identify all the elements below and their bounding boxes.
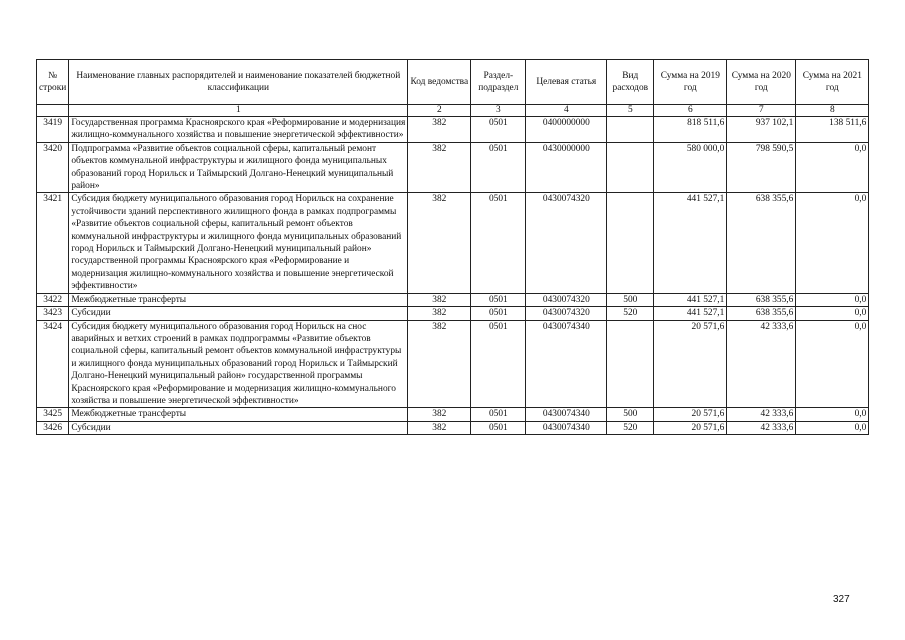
header-sum-2020: Сумма на 2020 год — [727, 60, 796, 105]
column-number: 3 — [471, 105, 526, 117]
table-row — [37, 293, 869, 306]
column-number: 8 — [796, 105, 869, 117]
row-section: 0501 — [471, 293, 526, 306]
row-sum-2020: 42 333,6 — [727, 408, 796, 421]
row-sum-2020: 937 102,1 — [727, 117, 796, 143]
row-sum-2021: 0,0 — [796, 320, 869, 408]
row-sum-2020: 798 590,5 — [727, 142, 796, 193]
table-row — [37, 320, 869, 408]
row-line-number: 3423 — [37, 307, 69, 320]
row-dept-code: 382 — [408, 320, 471, 408]
row-sum-2020: 638 355,6 — [727, 193, 796, 293]
row-expense-kind — [607, 117, 654, 143]
table-body — [37, 105, 869, 435]
row-section: 0501 — [471, 193, 526, 293]
row-name: Субсидии — [69, 421, 408, 434]
row-dept-code: 382 — [408, 421, 471, 434]
header-section: Раздел-подраздел — [471, 60, 526, 105]
row-target-article: 0430074340 — [526, 421, 607, 434]
row-expense-kind: 520 — [607, 421, 654, 434]
column-number: 1 — [69, 105, 408, 117]
column-number: 2 — [408, 105, 471, 117]
header-dept-code: Код ведомства — [408, 60, 471, 105]
row-name: Государственная программа Красноярского края «Реформирование и модернизация жилищно-коммунального хозяйства и повышение энергетической эффективности» — [69, 117, 408, 143]
column-number: 4 — [526, 105, 607, 117]
table-row — [37, 193, 869, 293]
row-sum-2019: 20 571,6 — [654, 421, 727, 434]
table-row — [37, 408, 869, 421]
row-line-number: 3422 — [37, 293, 69, 306]
row-sum-2020: 638 355,6 — [727, 293, 796, 306]
row-name: Межбюджетные трансферты — [69, 408, 408, 421]
column-number: 7 — [727, 105, 796, 117]
row-target-article: 0430074320 — [526, 193, 607, 293]
row-section: 0501 — [471, 408, 526, 421]
row-sum-2021: 0,0 — [796, 307, 869, 320]
header-line-number: № строки — [37, 60, 69, 105]
row-name: Подпрограмма «Развитие объектов социальной сферы, капитальный ремонт объектов коммунальной инфраструктуры и жилищного фонда муниципальных образований город Норильск и Таймырский Долгано-Ненецкий муниципальный район» — [69, 142, 408, 193]
row-target-article: 0430074340 — [526, 408, 607, 421]
row-sum-2021: 0,0 — [796, 421, 869, 434]
row-section: 0501 — [471, 307, 526, 320]
row-target-article: 0430074320 — [526, 293, 607, 306]
column-number-spacer — [37, 105, 69, 117]
row-expense-kind — [607, 320, 654, 408]
row-sum-2020: 638 355,6 — [727, 307, 796, 320]
column-number-row — [37, 105, 869, 117]
column-number: 5 — [607, 105, 654, 117]
row-name: Субсидия бюджету муниципального образования город Норильск на снос аварийных и ветхих строений в рамках подпрограммы «Развитие объектов социальной сферы, капитальный ремонт объектов коммунальной инфраструктуры и жилищного фонда муниципальных образований город Норильск и Таймырский Долгано-Ненецкий муниципальный район» государственной программы Красноярского края «Реформирование и модернизация жилищно-коммунального хозяйства и повышение энергетической эффективности» — [69, 320, 408, 408]
row-sum-2020: 42 333,6 — [727, 320, 796, 408]
row-line-number: 3421 — [37, 193, 69, 293]
row-expense-kind: 500 — [607, 293, 654, 306]
row-sum-2021: 0,0 — [796, 193, 869, 293]
row-target-article: 0400000000 — [526, 117, 607, 143]
row-target-article: 0430000000 — [526, 142, 607, 193]
row-dept-code: 382 — [408, 142, 471, 193]
row-section: 0501 — [471, 421, 526, 434]
row-sum-2019: 441 527,1 — [654, 307, 727, 320]
row-line-number: 3419 — [37, 117, 69, 143]
row-sum-2021: 0,0 — [796, 293, 869, 306]
row-line-number: 3424 — [37, 320, 69, 408]
row-target-article: 0430074340 — [526, 320, 607, 408]
header-sum-2021: Сумма на 2021 год — [796, 60, 869, 105]
column-number: 6 — [654, 105, 727, 117]
row-name: Субсидия бюджету муниципального образования город Норильск на сохранение устойчивости зданий перспективного жилищного фонда в рамках подпрограммы «Развитие объектов социальной сферы, капитальный ремонт объектов коммунальной инфраструктуры и жилищного фонда муниципальных образований город Норильск и Таймырский Долгано-Ненецкий муниципальный район» государственной программы Красноярского края «Реформирование и модернизация жилищно-коммунального хозяйства и повышение энергетической эффективности» — [69, 193, 408, 293]
row-line-number: 3420 — [37, 142, 69, 193]
row-expense-kind — [607, 142, 654, 193]
row-line-number: 3426 — [37, 421, 69, 434]
row-sum-2019: 441 527,1 — [654, 293, 727, 306]
row-sum-2019: 818 511,6 — [654, 117, 727, 143]
row-dept-code: 382 — [408, 117, 471, 143]
header-row — [37, 60, 869, 105]
row-name: Межбюджетные трансферты — [69, 293, 408, 306]
row-expense-kind — [607, 193, 654, 293]
row-sum-2019: 20 571,6 — [654, 320, 727, 408]
budget-table — [36, 59, 869, 435]
row-section: 0501 — [471, 320, 526, 408]
table-row — [37, 421, 869, 434]
row-section: 0501 — [471, 117, 526, 143]
row-expense-kind: 500 — [607, 408, 654, 421]
row-target-article: 0430074320 — [526, 307, 607, 320]
header-expense-kind: Вид расходов — [607, 60, 654, 105]
header-sum-2019: Сумма на 2019 год — [654, 60, 727, 105]
row-dept-code: 382 — [408, 293, 471, 306]
row-dept-code: 382 — [408, 193, 471, 293]
row-sum-2021: 0,0 — [796, 408, 869, 421]
row-sum-2019: 20 571,6 — [654, 408, 727, 421]
row-sum-2020: 42 333,6 — [727, 421, 796, 434]
row-dept-code: 382 — [408, 408, 471, 421]
row-sum-2019: 441 527,1 — [654, 193, 727, 293]
row-dept-code: 382 — [408, 307, 471, 320]
table-row — [37, 117, 869, 143]
row-section: 0501 — [471, 142, 526, 193]
row-name: Субсидии — [69, 307, 408, 320]
header-name: Наименование главных распорядителей и наименование показателей бюджетной классификации — [69, 60, 408, 105]
page-number: 327 — [833, 594, 850, 605]
header-target-article: Целевая статья — [526, 60, 607, 105]
row-sum-2021: 138 511,6 — [796, 117, 869, 143]
table-row — [37, 307, 869, 320]
row-sum-2021: 0,0 — [796, 142, 869, 193]
row-line-number: 3425 — [37, 408, 69, 421]
table-row — [37, 142, 869, 193]
row-sum-2019: 580 000,0 — [654, 142, 727, 193]
row-expense-kind: 520 — [607, 307, 654, 320]
